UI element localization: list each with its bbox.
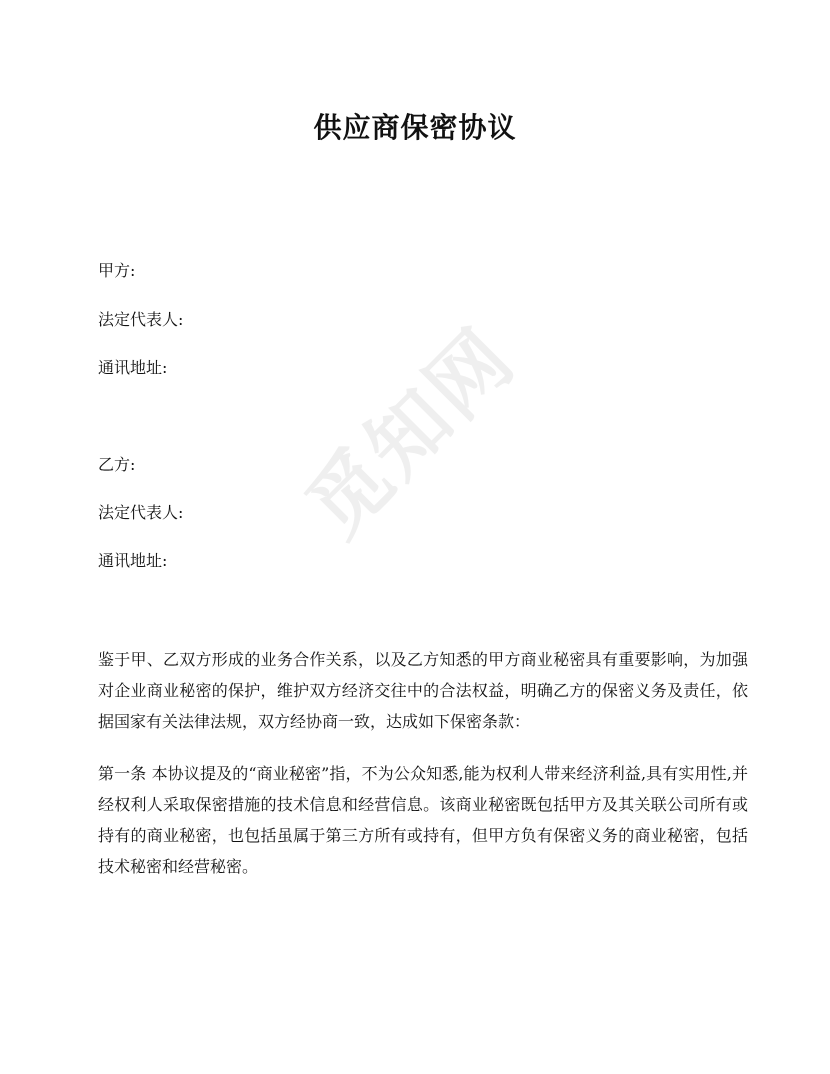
party-b-rep-label: 法定代表人: bbox=[98, 503, 184, 522]
preamble-paragraph: 鉴于甲、乙双方形成的业务合作关系，以及乙方知悉的甲方商业秘密具有重要影响，为加强对企业商业秘密的保护，维护双方经济交往中的合法权益，明确乙方的保密义务及责任，依据国家有关法律法规，双方经协商一致，达成如下保密条款： bbox=[98, 650, 748, 731]
watermark: 觅知网 bbox=[288, 310, 533, 555]
party-a-label: 甲方: bbox=[98, 261, 136, 280]
party-a-rep-label: 法定代表人: bbox=[98, 310, 184, 329]
party-a-address-label: 通讯地址: bbox=[98, 358, 168, 377]
party-b-label: 乙方: bbox=[98, 455, 136, 474]
document-title: 供应商保密协议 bbox=[313, 111, 517, 144]
article-1-paragraph: 第一条 本协议提及的“商业秘密”指，不为公众知悉,能为权利人带来经济利益,具有实用性,并经权利人采取保密措施的技术信息和经营信息。该商业秘密既包括甲方及其关联公司所有或持有的商业秘密，也包括虽属于第三方所有或持有，但甲方负有保密义务的商业秘密，包括技术秘密和经营秘密。 bbox=[98, 764, 748, 876]
party-b-address-label: 通讯地址: bbox=[98, 551, 168, 570]
